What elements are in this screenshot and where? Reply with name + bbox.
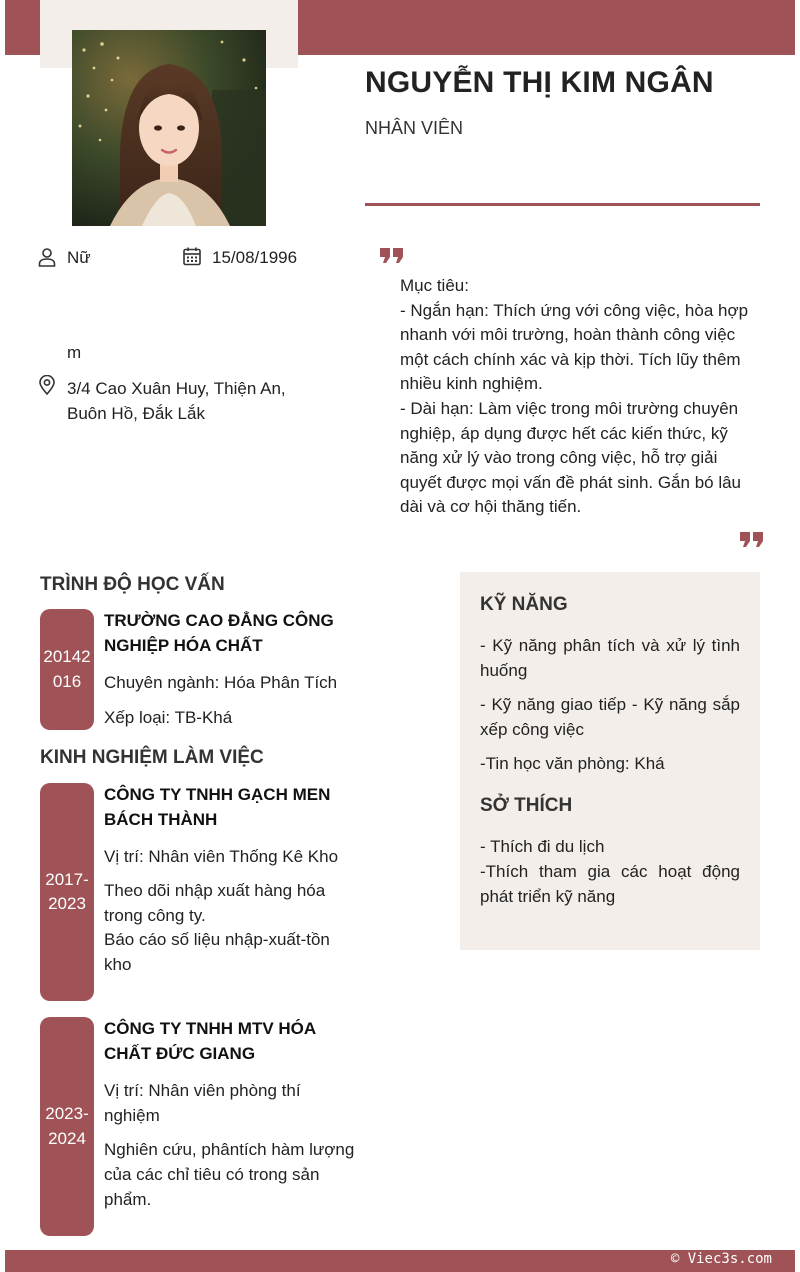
skills-title: KỸ NĂNG [480,594,568,615]
education-major: Chuyên ngành: Hóa Phân Tích [104,673,338,692]
experience-desc-2: Nghiên cứu, phântích hàm lượng của các chỉ tiêu có trong sản phẩm. [104,1140,355,1209]
address-line-1: 3/4 Cao Xuân Huy, Thiện An, [67,379,286,398]
education-years-text: 20142016 [43,647,91,691]
hobby-item: - Thích đi du lịch [480,837,605,856]
experience-desc-1a: Theo dõi nhập xuất hàng hóa trong công ty. [104,881,326,925]
experience-role-1: Vị trí: Nhân viên Thống Kê Kho [104,847,339,866]
skill-item: - Kỹ năng phân tích và xử lý tình huống [480,636,740,680]
education-title: TRÌNH ĐỘ HỌC VẤN [40,574,225,595]
hobby-item: -Thích tham gia các hoạt động phát triển kỹ năng [480,862,740,906]
gender-icon [37,247,57,267]
gender-text: Nữ [67,248,91,267]
candidate-position: NHÂN VIÊN [365,118,464,138]
profile-photo [72,30,266,226]
experience-years-1 [40,783,94,1001]
hobbies-title: SỞ THÍCH [480,795,573,816]
calendar-icon [182,246,202,266]
experience-company-2: CÔNG TY TNHH MTV HÓA CHẤT ĐỨC GIANG [104,1019,316,1063]
address-line-2: Buôn Hồ, Đắk Lắk [67,403,205,423]
name-divider [365,203,760,206]
experience-desc-1b: Báo cáo số liệu nhập-xuất-tồn kho [104,930,330,974]
objective-text: Mục tiêu: - Ngắn hạn: Thích ứng với công việc, hòa hợp nhanh với môi trường, hoàn thành công việc một cách chính xác và kịp thời. Tích lũy thêm nhiều kinh nghiệm. - Dài hạn: Làm việc trong môi trường chuyên nghiệp, áp dụng được hết các kiến thức, kỹ năng xử lý vào trong công việc, hỗ trợ giải quyết được mọi vấn đề phát sinh. Gắn bó lâu dài và cơ hội thăng tiến. [400,276,749,517]
address-block [67,377,286,426]
birthday-text: 15/08/1996 [212,248,298,267]
footer-watermark[interactable]: © Viec3s.com [670,1251,772,1267]
experience-company-1: CÔNG TY TNHH GẠCH MEN BÁCH THÀNH [104,785,331,829]
experience-years-1-text: 2017-2023 [45,869,89,913]
skill-item: - Kỹ năng giao tiếp - Kỹ năng sắp xếp công việc [480,695,740,739]
experience-years-2-text: 2023-2024 [45,1104,89,1148]
skills-panel [460,572,760,950]
location-pin-icon [37,375,57,395]
education-school: TRƯỜNG CAO ĐẲNG CÔNG NGHIỆP HÓA CHẤT [104,611,334,655]
email-text: m [67,343,82,362]
education-years [40,609,94,730]
skill-item: -Tin học văn phòng: Khá [480,754,665,773]
experience-role-2: Vị trí: Nhân viên phòng thí nghiệm [104,1081,301,1125]
quote-open-icon [379,247,405,265]
candidate-name: NGUYỄN THỊ KIM NGÂN [365,66,714,99]
quote-close-icon [739,531,765,549]
education-grade: Xếp loại: TB-Khá [104,708,233,727]
experience-title: KINH NGHIỆM LÀM VIỆC [40,747,264,768]
experience-years-2 [40,1017,94,1236]
